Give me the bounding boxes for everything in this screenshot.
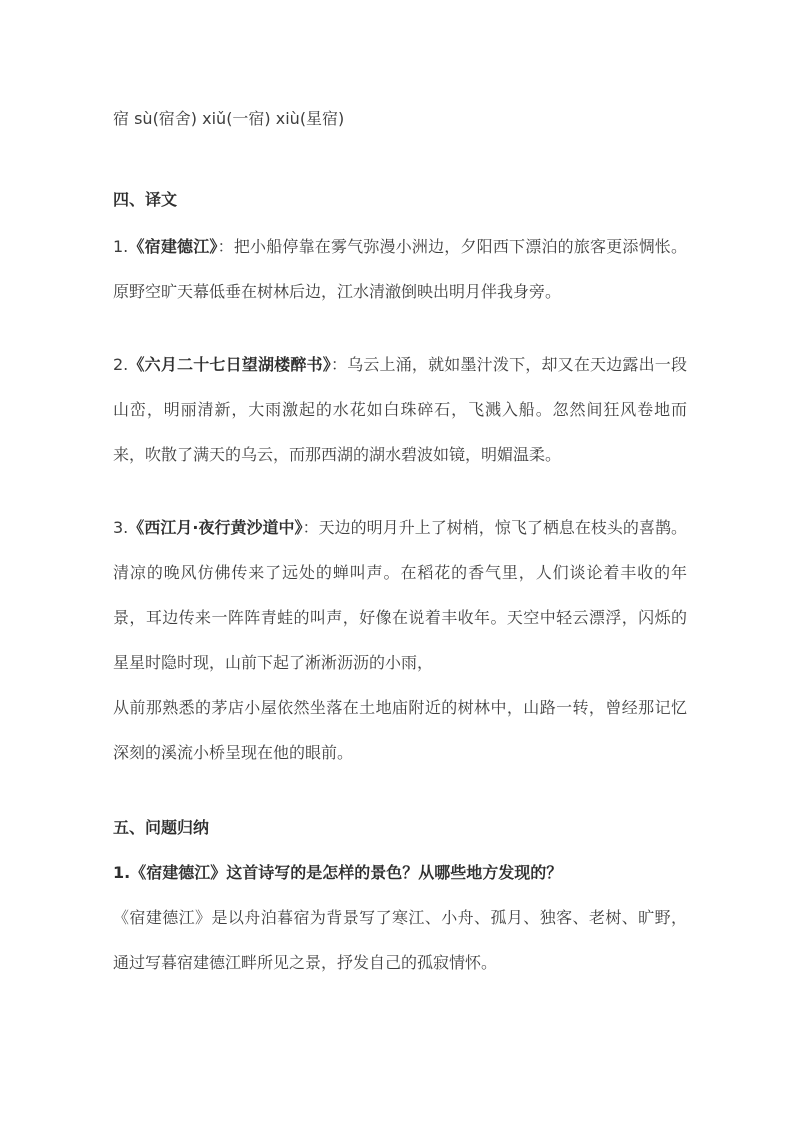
pinyin-line: 宿 sù(宿舍) xiǔ(一宿) xiù(星宿)	[113, 109, 345, 128]
poem-number: 1.	[113, 237, 129, 256]
poem-title: 《六月二十七日望湖楼醉书》	[128, 355, 331, 374]
question-title: 1.《宿建德江》这首诗写的是怎样的景色？从哪些地方发现的？	[113, 863, 563, 882]
poem-title: 《西江月·夜行黄沙道中》	[128, 518, 303, 537]
section-heading-translations: 四、译文	[113, 190, 178, 209]
poem-number: 3.	[113, 518, 129, 537]
section-heading-questions: 五、问题归纳	[113, 818, 210, 837]
translation-item-2	[113, 342, 687, 477]
translation-text: 乌云上涌，就如墨汁泼下，却又在天边露出一段山峦，明丽清新，大雨激起的水花如白珠碎石，飞溅入船。忽然间狂风卷地而来，吹散了满天的乌云，而那西湖的湖水碧波如镜，明媚温柔。	[113, 355, 687, 464]
colon-separator: ：	[330, 355, 348, 374]
colon-separator: ：	[302, 518, 319, 537]
translation-item-3-continued: 从前那熟悉的茅店小屋依然坐落在土地庙附近的树林中，山路一转，曾经那记忆深刻的溪流小桥呈现在他的眼前。	[113, 698, 687, 762]
answer-text: 《宿建德江》是以舟泊暮宿为背景写了寒江、小舟、孤月、独客、老树、旷野，通过写暮宿建德江畔所见之景，抒发自己的孤寂情怀。	[113, 908, 687, 972]
translation-text: 天边的明月升上了树梢，惊飞了栖息在枝头的喜鹊。清凉的晚风仿佛传来了远处的蝉叫声。在稻花的香气里，人们谈论着丰收的年景，耳边传来一阵阵青蛙的叫声，好像在说着丰收年。天空中轻云漂浮，闪烁的星星时隐时现，山前下起了淅淅沥沥的小雨，	[113, 518, 687, 672]
translation-item-3	[113, 505, 687, 685]
translation-text: 把小船停靠在雾气弥漫小洲边，夕阳西下漂泊的旅客更添惆怅。原野空旷天幕低垂在树林后边，江水清澈倒映出明月伴我身旁。	[113, 237, 687, 301]
colon-separator: ：	[217, 237, 234, 256]
poem-number: 2.	[113, 355, 129, 374]
poem-title: 《宿建德江》	[128, 237, 218, 256]
translation-item-1	[113, 224, 687, 314]
